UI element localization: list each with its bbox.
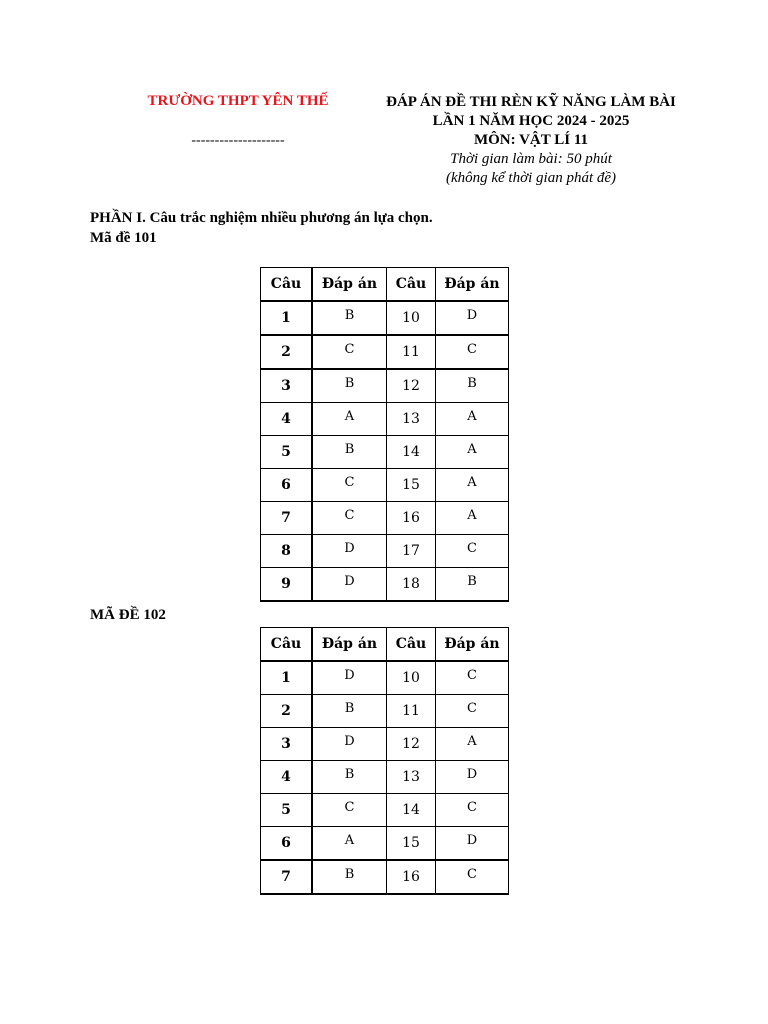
answer-letter: D (312, 535, 387, 568)
question-number: 17 (387, 535, 436, 568)
question-number: 10 (387, 661, 436, 695)
answer-letter: A (436, 436, 509, 469)
table-row (261, 335, 509, 369)
answer-letter: C (312, 335, 387, 369)
answer-table-102 (260, 627, 509, 895)
answer-letter: D (312, 728, 387, 761)
question-number: 13 (387, 403, 436, 436)
question-number: 14 (387, 794, 436, 827)
question-number: 9 (261, 568, 313, 602)
table-row (261, 794, 509, 827)
col-header-answer: Đáp án (436, 268, 509, 302)
table-row (261, 301, 509, 335)
answer-letter: D (312, 568, 387, 602)
table-row (261, 502, 509, 535)
table-row (261, 369, 509, 403)
answer-letter: C (436, 535, 509, 568)
col-header-answer: Đáp án (436, 628, 509, 662)
header-divider: -------------------- (191, 133, 285, 148)
question-number: 2 (261, 695, 313, 728)
answer-letter: D (436, 301, 509, 335)
question-number: 7 (261, 502, 313, 535)
table-row (261, 695, 509, 728)
exam-code-102-label: MÃ ĐỀ 102 (90, 607, 166, 623)
table-row (261, 661, 509, 695)
question-number: 8 (261, 535, 313, 568)
answer-letter: B (312, 369, 387, 403)
answer-letter: D (436, 827, 509, 861)
table-row (261, 469, 509, 502)
answer-letter: C (312, 794, 387, 827)
question-number: 3 (261, 728, 313, 761)
question-number: 6 (261, 827, 313, 861)
question-number: 15 (387, 827, 436, 861)
col-header-answer: Đáp án (312, 628, 387, 662)
section-title: PHẦN I. Câu trắc nghiệm nhiều phương án lựa chọn. (90, 210, 433, 226)
table-header-row (261, 628, 509, 662)
answer-letter: C (436, 860, 509, 894)
col-header-answer: Đáp án (312, 268, 387, 302)
question-number: 3 (261, 369, 313, 403)
answer-letter: C (312, 502, 387, 535)
exam-note: (không kể thời gian phát đề) (445, 170, 617, 186)
question-number: 4 (261, 761, 313, 794)
answer-letter: B (312, 695, 387, 728)
exam-duration: Thời gian làm bài: 50 phút (450, 151, 612, 167)
question-number: 12 (387, 369, 436, 403)
question-number: 13 (387, 761, 436, 794)
answer-letter: A (436, 469, 509, 502)
answer-letter: B (436, 568, 509, 602)
table-row (261, 827, 509, 861)
answer-letter: C (312, 469, 387, 502)
question-number: 10 (387, 301, 436, 335)
section-heading (90, 208, 433, 248)
answer-letter: D (436, 761, 509, 794)
answer-table-101 (260, 267, 509, 602)
col-header-question: Câu (387, 628, 436, 662)
table-row (261, 728, 509, 761)
question-number: 12 (387, 728, 436, 761)
answer-letter: C (436, 335, 509, 369)
table-header-row (261, 268, 509, 302)
table-row (261, 860, 509, 894)
answer-letter: A (436, 403, 509, 436)
question-number: 7 (261, 860, 313, 894)
question-number: 1 (261, 301, 313, 335)
question-number: 16 (387, 502, 436, 535)
answer-letter: B (312, 301, 387, 335)
answer-letter: B (312, 436, 387, 469)
answer-letter: A (436, 502, 509, 535)
table-row (261, 568, 509, 602)
table-row (261, 535, 509, 568)
answer-letter: C (436, 661, 509, 695)
question-number: 11 (387, 695, 436, 728)
question-number: 2 (261, 335, 313, 369)
answer-letter: D (312, 661, 387, 695)
col-header-question: Câu (261, 268, 313, 302)
answer-letter: A (312, 403, 387, 436)
exam-code-101-label: Mã đề 101 (90, 230, 157, 246)
answer-letter: A (312, 827, 387, 861)
exam-header (366, 93, 696, 188)
question-number: 16 (387, 860, 436, 894)
table-row (261, 436, 509, 469)
question-number: 14 (387, 436, 436, 469)
col-header-question: Câu (261, 628, 313, 662)
question-number: 11 (387, 335, 436, 369)
question-number: 15 (387, 469, 436, 502)
question-number: 4 (261, 403, 313, 436)
table-row (261, 761, 509, 794)
question-number: 18 (387, 568, 436, 602)
question-number: 5 (261, 794, 313, 827)
exam-title-line2: LẦN 1 NĂM HỌC 2024 - 2025 (432, 113, 630, 129)
exam-subject: MÔN: VẬT LÍ 11 (473, 132, 589, 148)
exam-title-line1: ĐÁP ÁN ĐỀ THI RÈN KỸ NĂNG LÀM BÀI (386, 94, 676, 110)
question-number: 1 (261, 661, 313, 695)
question-number: 6 (261, 469, 313, 502)
answer-letter: A (436, 728, 509, 761)
question-number: 5 (261, 436, 313, 469)
answer-letter: B (436, 369, 509, 403)
answer-letter: C (436, 695, 509, 728)
answer-letter: B (312, 860, 387, 894)
col-header-question: Câu (387, 268, 436, 302)
school-name: TRƯỜNG THPT YÊN THẾ (147, 93, 329, 109)
table-row (261, 403, 509, 436)
answer-letter: C (436, 794, 509, 827)
answer-letter: B (312, 761, 387, 794)
